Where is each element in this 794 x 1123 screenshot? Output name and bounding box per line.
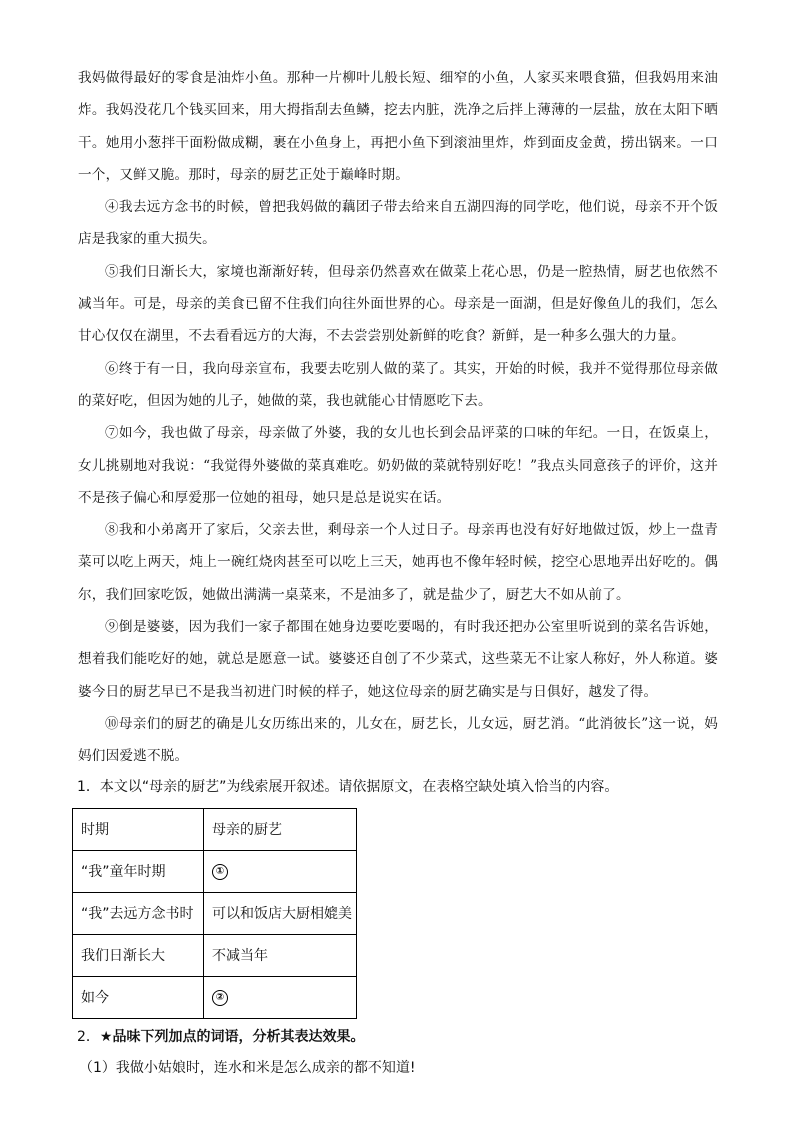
paragraph-9: ⑨倒是婆婆，因为我们一家子都围在她身边要吃要喝的，有时我还把办公室里听说到的菜名告诉她，想着我们能吃好的她，就总是愿意一试。婆婆还自创了不少菜式，这些菜无不让家人称好，外人称道。婆婆今日的厨艺早已不是我当初进门时候的样子，她这位母亲的厨艺确实是与日俱好，越发了得。 [78,619,718,700]
table-cell-period: 如今 [73,976,204,1018]
blank-marker-2: ② [212,990,228,1006]
table-row [73,976,357,1018]
table-cell-skill: 可以和饭店大厨相媲美 [204,892,357,934]
table-row [73,892,357,934]
table-cell-blank-1[interactable] [204,850,357,892]
table-row [73,934,357,976]
table-cell-skill: 不减当年 [204,934,357,976]
paragraph-5: ⑤我们日渐长大，家境也渐渐好转，但母亲仍然喜欢在做菜上花心思，仍是一腔热情，厨艺也依然不减当年。可是，母亲的美食已留不住我们向往外面世界的心。母亲是一面湖，但是好像鱼儿的我们，怎么甘心仅仅在湖里，不去看看远方的大海，不去尝尝别处新鲜的吃食？新鲜，是一种多么强大的力量。 [78,263,718,345]
paragraph-10: ⑩母亲们的厨艺的确是儿女历练出来的，儿女在，厨艺长，儿女远，厨艺消。“此消彼长”这一说，妈妈们因爱逃不脱。 [78,715,718,765]
question-2-prompt [77,1026,718,1048]
question-2-title: ★品味下列加点的词语，分析其表达效果。 [99,1028,365,1045]
table-header-cell: 时期 [73,808,204,850]
table-header-row [73,808,357,850]
paragraph-6: ⑥终于有一日，我向母亲宣布，我要去吃别人做的菜了。其实，开始的时候，我并不觉得那位母亲做的菜好吃，但因为她的儿子，她做的菜，我也就能心甘情愿吃下去。 [78,360,718,409]
question-1-prompt: 1．本文以“母亲的厨艺”为线索展开叙述。请依据原文，在表格空缺处填入恰当的内容。 [77,778,619,795]
question-2-sub-1: （1）我做小姑娘时，连水和米是怎么成亲的都不知道! [79,1059,416,1076]
question-2-number: 2． [77,1028,100,1045]
table-header-cell: 母亲的厨艺 [204,808,357,850]
answer-table [72,808,357,1019]
paragraph-4: ④我去远方念书的时候，曾把我妈做的藕团子带去给来自五湖四海的同学吃，他们说，母亲不开个饭店是我家的重大损失。 [78,199,718,248]
table-cell-period: “我”童年时期 [73,850,204,892]
blank-marker-1: ① [212,864,228,880]
table-cell-period: “我”去远方念书时 [73,892,204,934]
paragraph-3-continued: 我妈做得最好的零食是油炸小鱼。那种一片柳叶儿般长短、细窄的小鱼，人家买来喂食猫，但我妈用来油炸。我妈没花几个钱买回来，用大拇指刮去鱼鳞，挖去内脏，洗净之后拌上薄薄的一层盐，放在太阳下晒干。她用小葱拌干面粉做成糊，裹在小鱼身上，再把小鱼下到滚油里炸，炸到面皮金黄，捞出锅来。一口一个，又鲜又脆。那时，母亲的厨艺正处于巅峰时期。 [78,70,718,183]
paragraph-8: ⑧我和小弟离开了家后，父亲去世，剩母亲一个人过日子。母亲再也没有好好地做过饭，炒上一盘青菜可以吃上两天，炖上一碗红烧肉甚至可以吃上三天，她再也不像年轻时候，挖空心思地弄出好吃的。偶尔，我们回家吃饭，她做出满满一桌菜来，不是油多了，就是盐少了，厨艺大不如从前了。 [78,522,718,603]
table-cell-blank-2[interactable] [204,976,357,1018]
document-page [78,62,718,1079]
table-cell-period: 我们日渐长大 [73,934,204,976]
paragraph-7: ⑦如今，我也做了母亲，母亲做了外婆，我的女儿也长到会品评菜的口味的年纪。一日，在饭桌上，女儿挑剔地对我说：“我觉得外婆做的菜真难吃。奶奶做的菜就特别好吃！”我点头同意孩子的评价，这并不是孩子偏心和厚爱那一位她的祖母，她只是总是说实在话。 [78,425,718,506]
table-row [73,850,357,892]
